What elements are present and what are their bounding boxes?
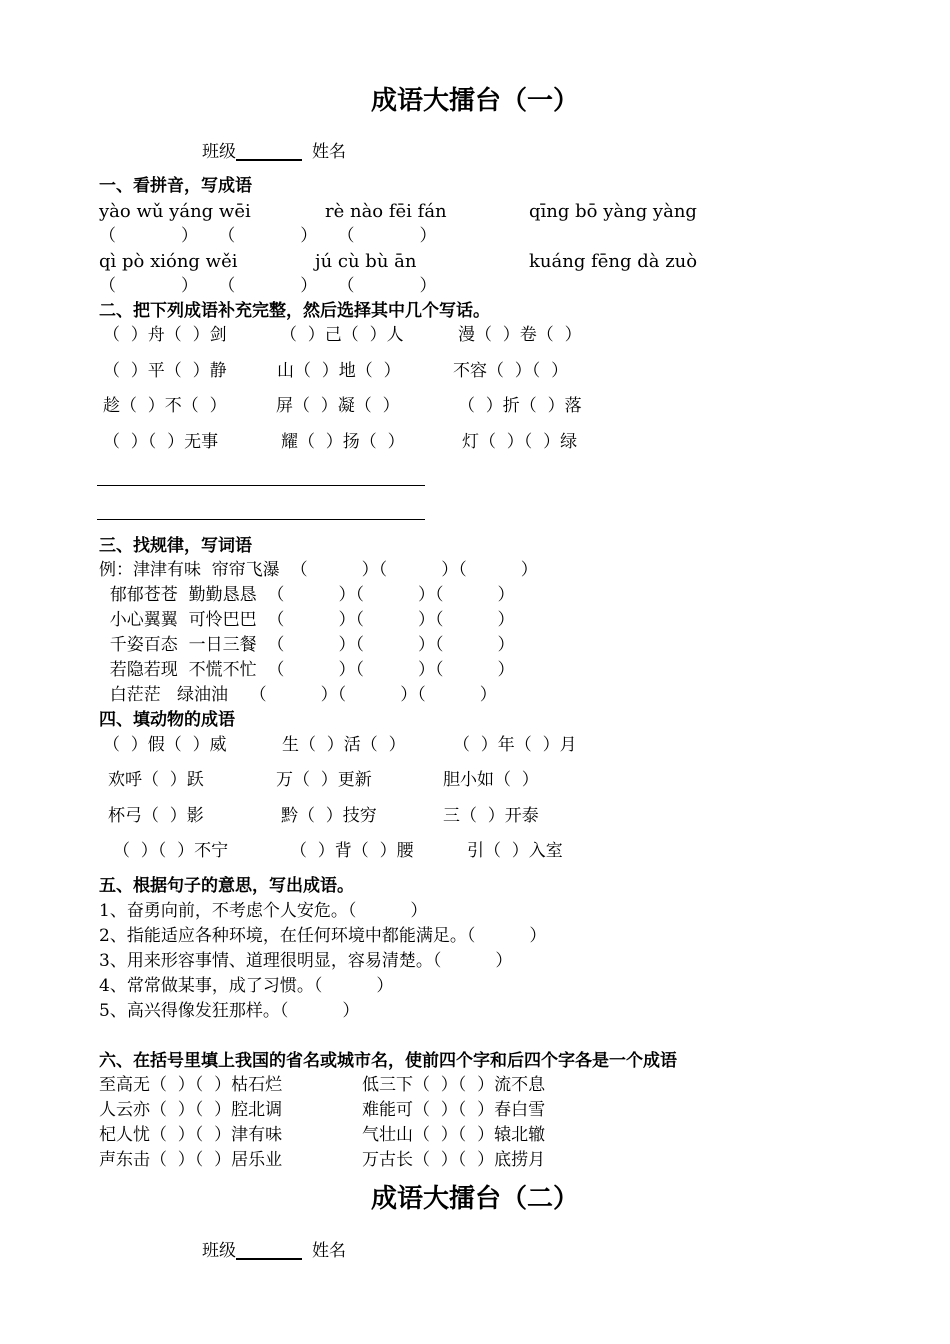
class-name-line-2	[202, 1241, 346, 1260]
section-2-heading: 二、把下列成语补充完整，然后选择其中几个写话。	[99, 301, 490, 321]
idiom-fill[interactable]: （ ）（ ）不宁	[113, 841, 229, 861]
idiom-fill[interactable]: 耀（ ）扬（ ）	[281, 432, 405, 452]
idiom-fill[interactable]: 三（ ）开泰	[443, 806, 539, 826]
class-label: 班级	[202, 142, 236, 162]
class-blank[interactable]	[236, 142, 302, 161]
meaning-item[interactable]: 3、用来形容事情、道理很明显，容易清楚。（ ）	[99, 951, 513, 971]
pinyin-item: qīng bō yàng yàng	[529, 201, 697, 222]
pinyin-item: qì pò xióng wěi	[99, 251, 238, 272]
answer-parens-row[interactable]: （ ） （ ） （ ）	[99, 276, 438, 296]
class-label: 班级	[202, 1241, 236, 1261]
pattern-row[interactable]: 千姿百态 一日三餐 （ ）（ ）（ ）	[99, 635, 515, 655]
idiom-fill[interactable]: （ ）折（ ）落	[458, 396, 582, 416]
idiom-fill[interactable]: 漫（ ）卷（ ）	[458, 325, 582, 345]
section-6-heading: 六、在括号里填上我国的省名或城市名，使前四个字和后四个字各是一个成语	[99, 1051, 677, 1071]
place-idiom[interactable]: 至高无（ ）（ ）枯石烂	[99, 1075, 283, 1095]
meaning-item[interactable]: 1、奋勇向前，不考虑个人安危。（ ）	[99, 901, 428, 921]
class-blank[interactable]	[236, 1241, 302, 1260]
pattern-row[interactable]: 若隐若现 不慌不忙 （ ）（ ）（ ）	[99, 660, 515, 680]
pattern-row[interactable]: 郁郁苍苍 勤勤恳恳 （ ）（ ）（ ）	[99, 585, 515, 605]
meaning-item[interactable]: 2、指能适应各种环境，在任何环境中都能满足。（ ）	[99, 926, 547, 946]
idiom-fill[interactable]: （ ）平（ ）静	[103, 361, 227, 381]
name-label: 姓名	[312, 142, 346, 162]
meaning-item[interactable]: 4、常常做某事，成了习惯。（ ）	[99, 976, 394, 996]
meaning-item[interactable]: 5、高兴得像发狂那样。（ ）	[99, 1001, 360, 1021]
pinyin-item: rè nào fēi fán	[325, 201, 447, 222]
pinyin-item: jú cù bù ān	[315, 251, 417, 272]
idiom-fill[interactable]: （ ）假（ ）威	[103, 735, 227, 755]
idiom-fill[interactable]: （ ）（ ）无事	[103, 432, 219, 452]
idiom-fill[interactable]: 灯（ ）（ ）绿	[462, 432, 578, 452]
place-idiom[interactable]: 万古长（ ）（ ）底捞月	[362, 1150, 546, 1170]
idiom-fill[interactable]: 杯弓（ ）影	[108, 806, 204, 826]
pattern-row[interactable]: 小心翼翼 可怜巴巴 （ ）（ ）（ ）	[99, 610, 515, 630]
idiom-fill[interactable]: 屏（ ）凝（ ）	[276, 396, 400, 416]
pinyin-item: kuáng fēng dà zuò	[529, 251, 698, 272]
page-title: 成语大擂台（一）	[370, 86, 579, 116]
idiom-fill[interactable]: 黔（ ）技穷	[281, 806, 377, 826]
idiom-fill[interactable]: （ ）己（ ）人	[280, 325, 404, 345]
idiom-fill[interactable]: （ ）舟（ ）剑	[103, 325, 227, 345]
idiom-fill[interactable]: 生（ ）活（ ）	[282, 735, 406, 755]
name-label: 姓名	[312, 1241, 346, 1261]
section-3-heading: 三、找规律，写词语	[99, 536, 252, 556]
section-4-heading: 四、填动物的成语	[99, 710, 235, 730]
section-1-heading: 一、看拼音，写成语	[99, 176, 252, 196]
idiom-fill[interactable]: 欢呼（ ）跃	[108, 770, 204, 790]
place-idiom[interactable]: 人云亦（ ）（ ）腔北调	[99, 1100, 283, 1120]
answer-parens-row[interactable]: （ ） （ ） （ ）	[99, 226, 438, 246]
section-5-heading: 五、根据句子的意思，写出成语。	[99, 876, 354, 896]
idiom-fill[interactable]: 山（ ）地（ ）	[277, 361, 401, 381]
class-name-line	[202, 142, 346, 161]
idiom-fill[interactable]: 不容（ ）（ ）	[453, 361, 569, 381]
place-idiom[interactable]: 声东击（ ）（ ）居乐业	[99, 1150, 283, 1170]
place-idiom[interactable]: 气壮山（ ）（ ）辕北辙	[362, 1125, 546, 1145]
writing-line[interactable]	[97, 485, 425, 486]
page-title-2: 成语大擂台（二）	[370, 1184, 579, 1214]
idiom-fill[interactable]: 趁（ ）不（ ）	[103, 396, 227, 416]
idiom-fill[interactable]: 引（ ）入室	[467, 841, 563, 861]
idiom-fill[interactable]: 万（ ）更新	[276, 770, 372, 790]
idiom-fill[interactable]: （ ）背（ ）腰	[290, 841, 414, 861]
idiom-fill[interactable]: （ ）年（ ）月	[453, 735, 577, 755]
pinyin-item: yào wǔ yáng wēi	[99, 201, 251, 222]
pattern-row[interactable]: 白茫茫 绿油油 （ ）（ ）（ ）	[99, 685, 497, 705]
place-idiom[interactable]: 低三下（ ）（ ）流不息	[362, 1075, 546, 1095]
place-idiom[interactable]: 难能可（ ）（ ）春白雪	[362, 1100, 546, 1120]
writing-line[interactable]	[97, 519, 425, 520]
place-idiom[interactable]: 杞人忧（ ）（ ）津有味	[99, 1125, 283, 1145]
idiom-fill[interactable]: 胆小如（ ）	[443, 770, 539, 790]
pattern-row[interactable]: 例：津津有味 帘帘飞瀑 （ ）（ ）（ ）	[99, 560, 538, 580]
